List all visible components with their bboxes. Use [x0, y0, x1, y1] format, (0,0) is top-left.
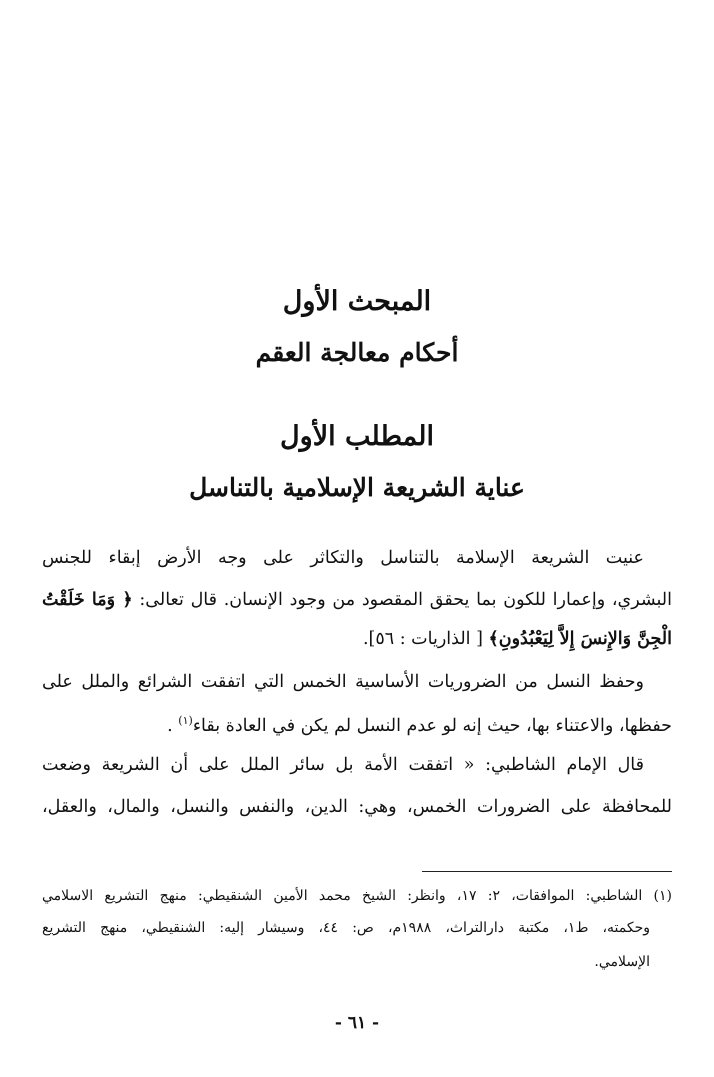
page-number: - ٦١ -: [334, 1013, 380, 1033]
quran-verse-end: الْجِنَّ وَالإِنسَ إِلاَّ لِيَعْبُدُونِ﴾: [488, 629, 672, 649]
paragraph-1-line-2: [42, 585, 672, 615]
subsection-title: عناية الشريعة الإسلامية بالتناسل: [189, 473, 525, 502]
paragraph-2-line-2-text: حفظها، والاعتناء بها، حيث إنه لو عدم النسل لم يكن في العادة بقاء: [192, 715, 672, 736]
paragraph-2-line-2-end: .: [167, 715, 179, 736]
paragraph-1-line-3: [42, 624, 672, 654]
section-title: أحكام معالجة العقم: [255, 338, 459, 367]
subsection-heading: المطلب الأول: [280, 421, 434, 452]
footnote-1-line-2: وحكمته، ط١، مكتبة دارالتراث، ١٩٨٨م، ص: ٤٤، وسيشار إليه: الشنقيطي، منهج التشريع: [42, 920, 651, 936]
footnote-1-line-1: (١) الشاطبي: الموافقات، ٢: ١٧، وانظر: الشيخ محمد الأمين الشنقيطي: منهج التشريع الاسلامي: [42, 888, 672, 904]
paragraph-3-line-2: للمحافظة على الضرورات الخمس، وهي: الدين، والنفس والنسل، والمال، والعقل،: [42, 797, 672, 817]
footnote-divider: [422, 871, 672, 872]
paragraph-1-line-1: عنيت الشريعة الإسلامة بالتناسل والتكاثر على وجه الأرض إبقاء للجنس: [42, 548, 644, 568]
paragraph-2-line-1: وحفظ النسل من الضروريات الأساسية الخمس التي اتفقت الشرائع والملل على: [42, 672, 644, 692]
quran-verse-start: ﴿ وَمَا خَلَقْتُ: [42, 590, 133, 610]
section-heading: المبحث الأول: [282, 286, 432, 317]
paragraph-2-line-2: [42, 706, 672, 736]
footnote-reference[interactable]: (١): [178, 714, 193, 727]
footnote-1-line-3: الإسلامي.: [594, 954, 650, 970]
verse-citation: [ الذاريات : ٥٦].: [362, 629, 489, 649]
paragraph-3-line-1: قال الإمام الشاطبي: « اتفقت الأمة بل سائر الملل على أن الشريعة وضعت: [42, 755, 644, 775]
paragraph-1-line-2-text: البشري، وإعمارا للكون بما يحقق المقصود من وجود الإنسان. قال تعالى:: [132, 590, 672, 610]
